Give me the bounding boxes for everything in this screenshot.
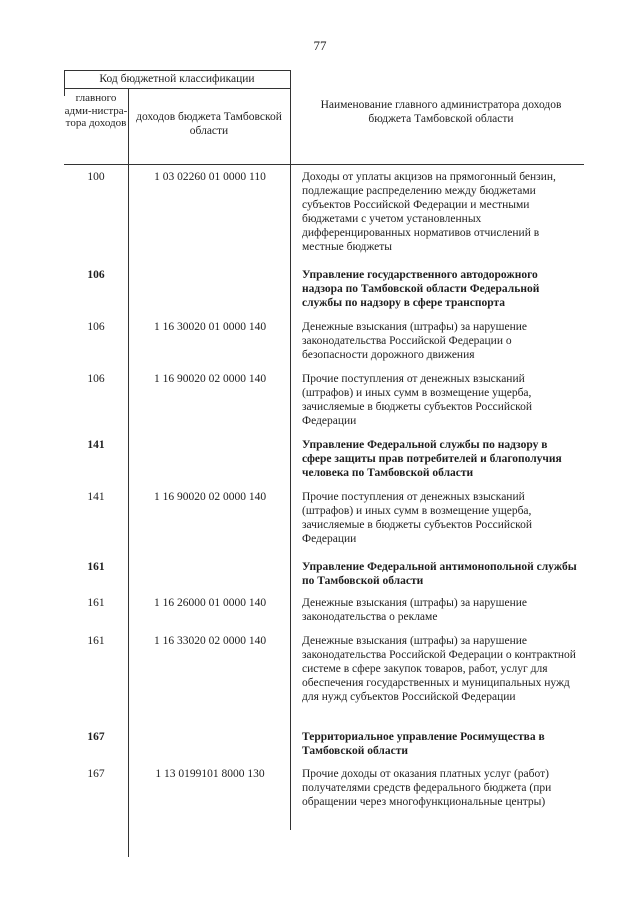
kbk-code: 1 16 33020 02 0000 140 <box>153 635 267 647</box>
admin-code: 161 <box>87 597 105 609</box>
column-divider-2 <box>128 88 129 857</box>
page-number: 77 <box>313 38 327 53</box>
admin-code: 106 <box>87 269 105 281</box>
admin-code: 161 <box>87 561 105 573</box>
admin-code: 106 <box>87 321 105 333</box>
admin-code: 161 <box>87 635 105 647</box>
column-divider-3 <box>290 70 291 830</box>
admin-name: Денежные взыскания (штрафы) за нарушение законодательства Российской Федерации о безопасности дорожного движения <box>302 321 528 361</box>
admin-name: Управление государственного автодорожного надзора по Тамбовской области Федеральной службы по надзору в сфере транспорта <box>302 269 540 309</box>
budget-classification-table <box>64 70 584 857</box>
kbk-code: 1 16 90020 02 0000 140 <box>153 491 267 503</box>
admin-code: 141 <box>87 491 105 503</box>
admin-code: 100 <box>87 171 105 183</box>
header-col-admin: главного адми-нистра-тора доходов <box>64 92 128 129</box>
admin-code: 141 <box>87 439 105 451</box>
kbk-code: 1 13 0199101 8000 130 <box>155 768 265 780</box>
admin-name: Управление Федеральной службы по надзору в сфере защиты прав потребителей и благополучия человека по Тамбовской области <box>302 439 562 479</box>
kbk-code: 1 16 30020 01 0000 140 <box>153 321 267 333</box>
admin-name: Прочие доходы от оказания платных услуг (работ) получателями средств федерального бюджета (при обращении через многофункциональные центры) <box>302 768 552 808</box>
admin-name: Прочие поступления от денежных взысканий (штрафов) и иных сумм в возмещение ущерба, зачисляемые в бюджеты субъектов Российской Федерации <box>302 373 533 427</box>
kbk-code: 1 16 26000 01 0000 140 <box>153 597 267 609</box>
header-bottom-border <box>64 164 584 165</box>
admin-code: 167 <box>87 731 105 743</box>
admin-name: Прочие поступления от денежных взысканий (штрафов) и иных сумм в возмещение ущерба, зачисляемые в бюджеты субъектов Российской Федерации <box>302 491 533 545</box>
admin-code: 167 <box>87 768 105 780</box>
admin-code: 106 <box>87 373 105 385</box>
header-col-name: Наименование главного администратора доходов бюджета Тамбовской области <box>320 99 562 125</box>
admin-name: Денежные взыскания (штрафы) за нарушение законодательства Российской Федерации о контрактной системе в сфере закупок товаров, работ, услуг для обеспечения государственных и муниципальных нужд для нужд субъектов Российской Федерации <box>302 635 576 703</box>
table-top-border <box>64 70 290 71</box>
header-col-income: доходов бюджета Тамбовской области <box>136 111 282 137</box>
kbk-code: 1 16 90020 02 0000 140 <box>153 373 267 385</box>
admin-name: Денежные взыскания (штрафы) за нарушение законодательства о рекламе <box>302 597 528 623</box>
admin-name: Территориальное управление Росимущества в Тамбовской области <box>302 731 545 757</box>
admin-name: Доходы от уплаты акцизов на прямогонный бензин, подлежащие распределению между бюджетами субъектов Российской Федерации и местными бюджетами с учетом установленных дифференцированных нормативов отчислений в местные бюджеты <box>302 171 556 253</box>
group-header-divider <box>64 88 290 89</box>
admin-name: Управление Федеральной антимонопольной службы по Тамбовской области <box>302 561 577 587</box>
header-group-title: Код бюджетной классификации <box>99 73 255 85</box>
kbk-code: 1 03 02260 01 0000 110 <box>154 171 266 183</box>
